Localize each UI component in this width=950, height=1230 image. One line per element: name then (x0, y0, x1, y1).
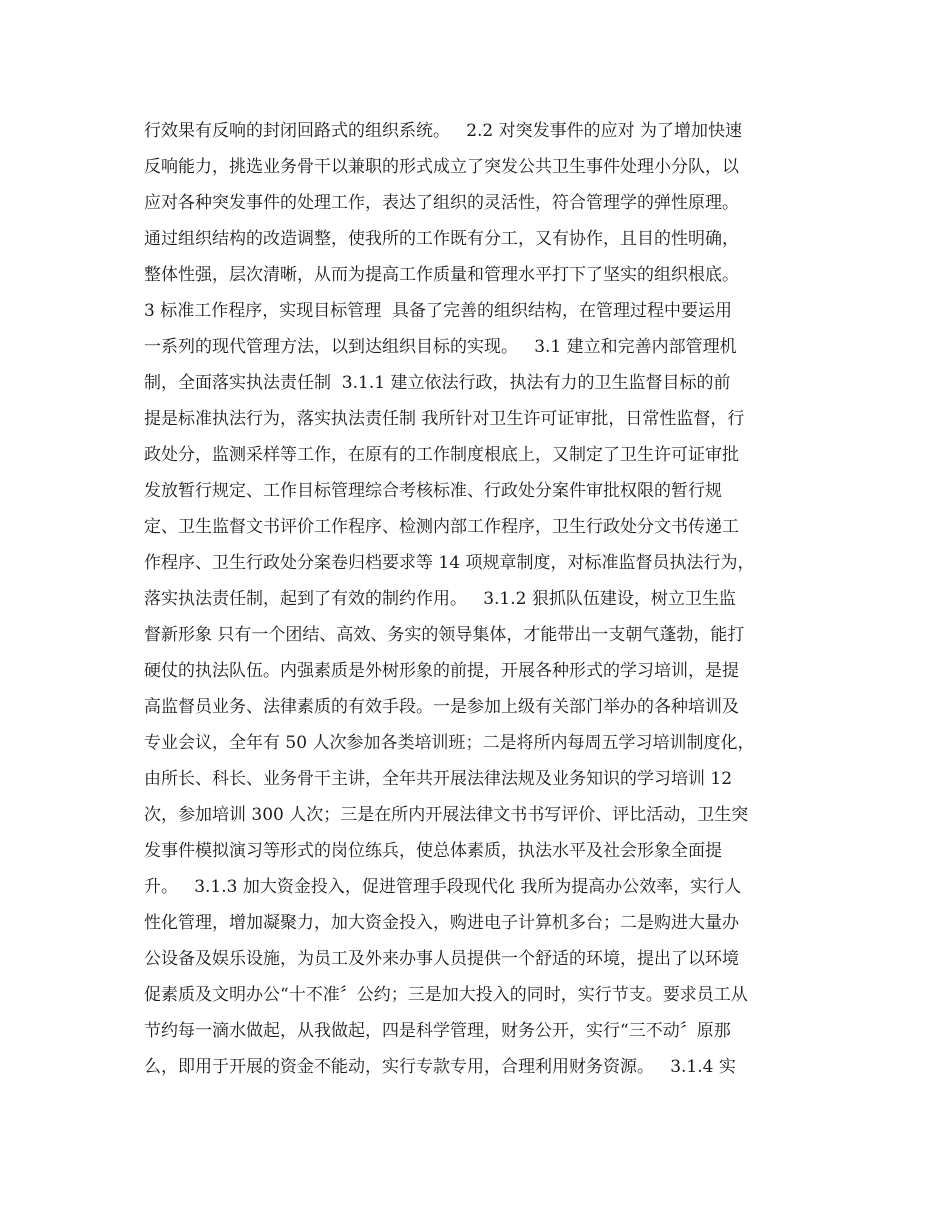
text-line: 发放暂行规定、工作目标管理综合考核标准、行政处分案件审批权限的暂行规 (144, 481, 722, 501)
text-line: 由所长、科长、业务骨干主讲，全年共开展法律法规及业务知识的学习培训 12 (144, 769, 733, 789)
text-line: 定、卫生监督文书评价工作程序、检测内部工作程序，卫生行政处分文书传递工 (144, 517, 739, 537)
text-line: 反响能力，挑选业务骨干以兼职的形式成立了突发公共卫生事件处理小分队，以 (144, 157, 739, 177)
text-line: 提是标准执法行为，落实执法责任制 我所针对卫生许可证审批，日常性监督，行 (144, 409, 745, 429)
text-line: 督新形象 只有一个团结、高效、务实的领导集体，才能带出一支朝气蓬勃，能打 (144, 625, 745, 645)
text-line: 整体性强，层次清晰，从而为提高工作质量和管理水平打下了坚实的组织根底。 (144, 265, 739, 285)
text-line: 作程序、卫生行政处分案卷归档要求等 14 项规章制度，对标准监督员执法行为， (144, 553, 755, 573)
text-line: 公设备及娱乐设施，为员工及外来办事人员提供一个舒适的环境，提出了以环境 (144, 949, 739, 969)
text-line: 通过组织结构的改造调整，使我所的工作既有分工，又有协作，且目的性明确， (144, 229, 739, 249)
text-line: 发事件模拟演习等形式的岗位练兵，使总体素质，执法水平及社会形象全面提 (144, 841, 722, 861)
text-line: 行效果有反响的封闭回路式的组织系统。 2.2 对突发事件的应对 为了增加快速 (144, 121, 743, 141)
text-line: 节约每一滴水做起，从我做起，四是科学管理，财务公开，实行“三不动〞原那 (144, 1021, 731, 1041)
text-line: 次，参加培训 300 人次；三是在所内开展法律文书书写评价、评比活动，卫生突 (144, 805, 749, 825)
text-line: 升。 3.1.3 加大资金投入，促进管理手段现代化 我所为提高办公效率，实行人 (144, 877, 742, 897)
text-line: 么，即用于开展的资金不能动，实行专款专用，合理利用财务资源。 3.1.4 实 (144, 1057, 736, 1077)
text-line: 落实执法责任制，起到了有效的制约作用。 3.1.2 狠抓队伍建设，树立卫生监 (144, 589, 736, 609)
text-line: 一系列的现代管理方法，以到达组织目标的实现。 3.1 建立和完善内部管理机 (144, 337, 737, 357)
text-line: 高监督员业务、法律素质的有效手段。一是参加上级有关部门举办的各种培训及 (144, 697, 739, 717)
text-line: 促素质及文明办公“十不准〞公约；三是加大投入的同时，实行节支。要求员工从 (144, 985, 748, 1005)
text-line: 3 标准工作程序，实现目标管理 具备了完善的组织结构，在管理过程中要运用 (144, 301, 733, 321)
text-line: 制，全面落实执法责任制 3.1.1 建立依法行政，执法有力的卫生监督目标的前 (144, 373, 731, 393)
text-line: 应对各种突发事件的处理工作，表达了组织的灵活性，符合管理学的弹性原理。 (144, 193, 739, 213)
text-line: 专业会议，全年有 50 人次参加各类培训班；二是将所内每周五学习培训制度化， (144, 733, 755, 753)
body-text (144, 113, 814, 1085)
text-line: 硬仗的执法队伍。内强素质是外树形象的前提，开展各种形式的学习培训，是提 (144, 661, 739, 681)
text-line: 性化管理，增加凝聚力，加大资金投入，购进电子计算机多台；二是购进大量办 (144, 913, 739, 933)
text-line: 政处分，监测采样等工作，在原有的工作制度根底上，又制定了卫生许可证审批 (144, 445, 739, 465)
